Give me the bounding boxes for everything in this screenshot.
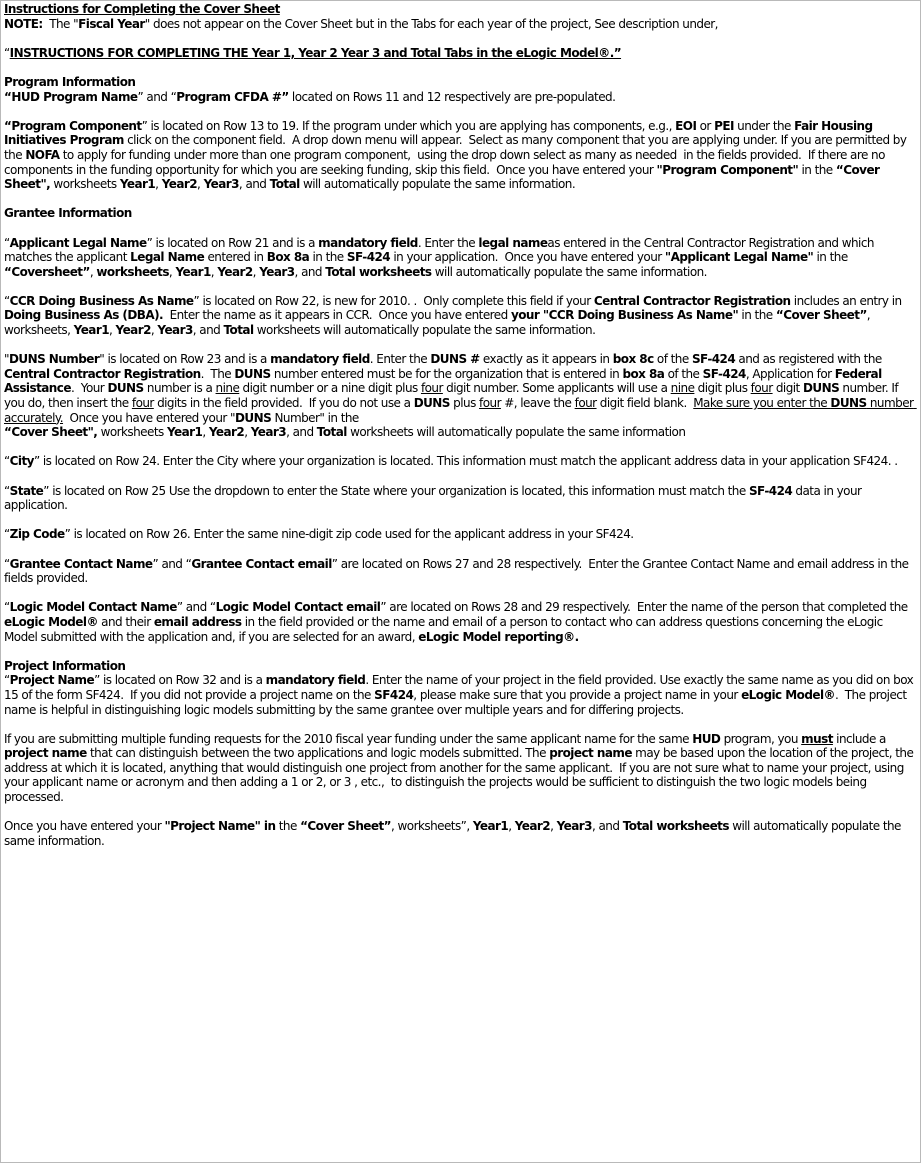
grantee-contact-text: Grantee Contact email bbox=[191, 556, 332, 571]
duns-number-text: exactly as it appears in bbox=[479, 352, 613, 367]
project-information-heading bbox=[4, 659, 917, 674]
project-information-heading-text: Project Information bbox=[4, 658, 126, 673]
project-name-populate-text: “Cover Sheet” bbox=[300, 819, 392, 834]
program-information-heading-text: Program Information bbox=[4, 74, 136, 89]
applicant-legal-name-text: Box 8a bbox=[266, 250, 310, 265]
multiple-requests-text: If you are submitting multiple funding requests for the 2010 fiscal year funding under the same applicant name for the same bbox=[4, 731, 693, 746]
project-name-populate bbox=[4, 819, 917, 848]
applicant-legal-name-text: , bbox=[168, 264, 176, 279]
applicant-legal-name-text: , bbox=[89, 264, 97, 279]
duns-number-text: four bbox=[750, 381, 773, 396]
program-component-text: to apply for funding under more than one program component, using the drop down select as many as needed in the fields provided. If there are no components in the funding opportunity for which you are seeking funding, skip this field. Once you have entered your bbox=[4, 147, 889, 177]
duns-number-text: “Cover Sheet", bbox=[4, 425, 98, 440]
applicant-legal-name-text: as entered in the Central Contractor Registration and which matches the applicant bbox=[4, 235, 878, 265]
project-name-populate-text: will automatically populate the same information. bbox=[4, 819, 905, 848]
program-component-text: Fair Housing Initiatives Program bbox=[4, 118, 877, 148]
ccr-dba-text: Total bbox=[223, 323, 254, 338]
project-name-populate-text: Year1 bbox=[472, 819, 509, 834]
duns-number-text: Total bbox=[316, 425, 347, 440]
program-name-text: “HUD Program Name bbox=[4, 89, 138, 104]
multiple-requests-text: include a bbox=[832, 731, 890, 746]
applicant-legal-name-text: legal name bbox=[478, 235, 548, 250]
multiple-requests-text: project name bbox=[549, 746, 632, 761]
multiple-requests-text: may be based upon the location of the project, the address at which it is located, anything that would distinguish one project from another for the same applicant. If you are not sure what to name your project, using your applicant name or acronym and then adding a 1 or 2, or 3 , etc., to distinguish the projects would be sufficient to distinguish the two logic models being processed. bbox=[4, 746, 917, 805]
applicant-legal-name-text: Total worksheets bbox=[325, 264, 432, 279]
applicant-legal-name-text: . Enter the bbox=[417, 235, 479, 250]
ccr-dba bbox=[4, 294, 917, 338]
program-name-text: located on Rows 11 and 12 respectively are pre-populated. bbox=[288, 89, 616, 104]
duns-number-text: number is a bbox=[143, 381, 216, 396]
project-name-populate-text: "Project Name" in bbox=[164, 819, 276, 834]
duns-number-text: digit bbox=[772, 381, 803, 396]
duns-number-text: Number" in the bbox=[274, 410, 359, 425]
duns-number-text: number entered must be for the organization that is entered in bbox=[270, 366, 623, 381]
duns-number-text: SF-424 bbox=[691, 352, 736, 367]
ccr-dba-text: Year3 bbox=[157, 323, 193, 338]
duns-number-text: . Enter the bbox=[369, 352, 431, 367]
ccr-dba-text: , bbox=[109, 323, 116, 338]
instructions-link bbox=[4, 46, 917, 61]
instructions-link-text: “ bbox=[4, 45, 10, 60]
multiple-requests-text: that can distinguish between the two applications and logic models submitted. The bbox=[86, 746, 550, 761]
logic-model-contact-text: in the field provided or the name and email of a person to contact who can address questions concerning the eLogic Model submitted with the application and, if you are selected for an award, bbox=[4, 614, 886, 644]
program-component-text: "Program Component" bbox=[656, 162, 799, 177]
ccr-dba-text: , worksheets, bbox=[4, 308, 874, 338]
applicant-legal-name-text: “ bbox=[4, 235, 10, 250]
project-name-text: . Enter the name of your project in the field provided. Use exactly the same name as you did on box 15 of the form SF424. If you did not provide a project name on the bbox=[4, 673, 917, 702]
logic-model-contact-text: and their bbox=[97, 614, 154, 629]
ccr-dba-text: Doing Business As (DBA). bbox=[4, 308, 164, 323]
city bbox=[4, 454, 917, 469]
note-text: NOTE: bbox=[4, 16, 43, 31]
duns-number-text: DUNS bbox=[107, 381, 144, 396]
duns-number-text: DUNS bbox=[802, 381, 840, 396]
duns-number-text: digits in the field provided. If you do not use a bbox=[153, 396, 414, 411]
note-text: " does not appear on the Cover Sheet but in the Tabs for each year of the project, See description under, bbox=[144, 16, 718, 31]
zip-code-text: Zip Code bbox=[9, 527, 65, 542]
duns-number bbox=[4, 352, 917, 440]
duns-number-text: . The bbox=[200, 366, 235, 381]
grantee-contact-text: ” and “ bbox=[152, 556, 192, 571]
duns-number-text: " bbox=[4, 352, 9, 367]
grantee-contact bbox=[4, 557, 917, 586]
grantee-contact-text: Grantee Contact Name bbox=[9, 556, 153, 571]
duns-number-text: Year2 bbox=[208, 425, 245, 440]
duns-number-text: worksheets will automatically populate the same information bbox=[346, 425, 686, 440]
applicant-legal-name bbox=[4, 236, 917, 280]
program-component-text: , and bbox=[238, 177, 270, 192]
applicant-legal-name-text: in the bbox=[813, 250, 851, 265]
program-component-text: Total bbox=[269, 177, 300, 192]
duns-number-text: DUNS Number bbox=[8, 352, 100, 367]
ccr-dba-text: Year1 bbox=[73, 323, 109, 338]
duns-number-text: DUNS bbox=[235, 410, 272, 425]
project-name-text: ” is located on Row 32 and is a bbox=[94, 673, 266, 688]
program-component-text: Year3 bbox=[203, 177, 239, 192]
program-name bbox=[4, 90, 917, 105]
instructions-link-text: INSTRUCTIONS FOR COMPLETING THE Year 1, Year 2 Year 3 and Total Tabs in the eLogic Model®.” bbox=[9, 45, 622, 60]
zip-code-text: ” is located on Row 26. Enter the same nine-digit zip code used for the applicant address in your SF424. bbox=[64, 527, 634, 542]
duns-number-text: box 8a bbox=[622, 366, 665, 381]
applicant-legal-name-text: Year3 bbox=[259, 264, 295, 279]
duns-number-text: four bbox=[131, 396, 154, 411]
applicant-legal-name-text: Legal Name bbox=[130, 250, 205, 265]
program-component-text: NOFA bbox=[25, 147, 60, 162]
duns-number-text: DUNS bbox=[234, 366, 271, 381]
duns-number-text: #, leave the bbox=[500, 396, 575, 411]
duns-number-text: of the bbox=[653, 352, 692, 367]
state-text: “ bbox=[4, 483, 10, 498]
duns-number-text: Federal Assistance bbox=[4, 366, 886, 396]
program-name-text: Program CFDA #” bbox=[176, 89, 289, 104]
project-name-populate-text: , worksheets”, bbox=[391, 819, 473, 834]
state-text: SF-424 bbox=[748, 483, 793, 498]
program-information-heading bbox=[4, 75, 917, 90]
ccr-dba-text: in the bbox=[738, 308, 776, 323]
state-text: data in your application. bbox=[4, 483, 865, 513]
ccr-dba-text: CCR Doing Business As Name bbox=[9, 293, 194, 308]
duns-number-text: digit number. Some applicants will use a bbox=[442, 381, 671, 396]
duns-number-text: Central Contractor Registration bbox=[4, 366, 201, 381]
program-component-text: “Cover Sheet", bbox=[4, 162, 884, 192]
grantee-contact-text: “ bbox=[4, 556, 10, 571]
logic-model-contact-text: email address bbox=[153, 614, 242, 629]
sheet-title bbox=[4, 2, 917, 17]
applicant-legal-name-text: in your application. Once you have entered your bbox=[390, 250, 665, 265]
program-component-text: or bbox=[696, 118, 715, 133]
duns-number-text: digit number or a nine digit plus bbox=[239, 381, 421, 396]
ccr-dba-text: , bbox=[150, 323, 158, 338]
note-text: The " bbox=[42, 16, 79, 31]
multiple-requests-text: must bbox=[801, 731, 833, 746]
program-component-text: under the bbox=[733, 118, 795, 133]
state-text: State bbox=[9, 483, 44, 498]
applicant-legal-name-text: SF-424 bbox=[346, 250, 391, 265]
duns-number-text: digit field blank. bbox=[596, 396, 694, 411]
duns-number-text: DUNS bbox=[413, 396, 450, 411]
project-name-text: , please make sure that you provide a project name in your bbox=[413, 687, 742, 702]
city-text: ” is located on Row 24. Enter the City where your organization is located. This information must match the applicant address data in your application SF424. . bbox=[33, 454, 898, 469]
applicant-legal-name-text: "Applicant Legal Name" bbox=[664, 250, 814, 265]
program-component-text: Year2 bbox=[161, 177, 198, 192]
program-component bbox=[4, 119, 917, 192]
applicant-legal-name-text: , and bbox=[294, 264, 326, 279]
applicant-legal-name-text: in the bbox=[309, 250, 347, 265]
project-name-populate-text: , bbox=[550, 819, 557, 834]
duns-number-text: four bbox=[479, 396, 501, 411]
duns-number-text: four bbox=[574, 396, 597, 411]
ccr-dba-text: your "CCR Doing Business As Name" bbox=[510, 308, 739, 323]
program-component-text: worksheets bbox=[50, 177, 120, 192]
duns-number-text: plus bbox=[449, 396, 480, 411]
ccr-dba-text: Central Contractor Registration bbox=[593, 293, 791, 308]
zip-code-text: “ bbox=[4, 527, 10, 542]
project-name-populate-text: Once you have entered your bbox=[4, 819, 165, 834]
note-text: Fiscal Year bbox=[78, 16, 145, 31]
applicant-legal-name-text: “Coversheet” bbox=[4, 264, 90, 279]
project-name-text: mandatory field bbox=[265, 673, 366, 688]
logic-model-contact-text: eLogic Model® bbox=[4, 614, 98, 629]
duns-number-text: number. If you do, then insert the bbox=[4, 381, 902, 411]
duns-number-text: DUNS bbox=[830, 396, 867, 411]
sheet-title-text: Instructions for Completing the Cover Sheet bbox=[4, 2, 280, 16]
duns-number-text: , bbox=[202, 425, 209, 440]
note bbox=[4, 17, 917, 32]
logic-model-contact-text: ” are located on Rows 28 and 29 respectively. Enter the name of the person that completed the bbox=[380, 600, 911, 615]
duns-number-text: . Your bbox=[70, 381, 108, 396]
grantee-contact-text: ” are located on Rows 27 and 28 respectively. Enter the Grantee Contact Name and email address in the fields provided. bbox=[4, 556, 912, 586]
duns-number-text: , and bbox=[286, 425, 317, 440]
applicant-legal-name-text: Year1 bbox=[175, 264, 211, 279]
duns-number-text: mandatory field bbox=[270, 352, 370, 367]
logic-model-contact bbox=[4, 600, 917, 644]
applicant-legal-name-text: , bbox=[252, 264, 260, 279]
duns-number-text: Make sure you enter the bbox=[693, 396, 831, 411]
project-name-text: SF424 bbox=[374, 687, 414, 702]
logic-model-contact-text: eLogic Model reporting®. bbox=[418, 629, 579, 644]
program-component-text: will automatically populate the same information. bbox=[299, 177, 576, 192]
project-name-populate-text: , and bbox=[591, 819, 623, 834]
duns-number-text: nine bbox=[670, 381, 695, 396]
program-component-text: EOI bbox=[675, 118, 697, 133]
duns-number-text: nine bbox=[215, 381, 240, 396]
grantee-information-heading bbox=[4, 206, 917, 221]
program-component-text: Year1 bbox=[119, 177, 156, 192]
logic-model-contact-text: Logic Model Contact Name bbox=[9, 600, 177, 615]
applicant-legal-name-text: Year2 bbox=[217, 264, 253, 279]
duns-number-text: , bbox=[244, 425, 251, 440]
project-name-populate-text: , bbox=[508, 819, 515, 834]
applicant-legal-name-text: ” is located on Row 21 and is a bbox=[146, 235, 319, 250]
grantee-information-heading-text: Grantee Information bbox=[4, 206, 132, 221]
program-component-text: “Program Component bbox=[4, 118, 142, 133]
duns-number-text: worksheets bbox=[97, 425, 167, 440]
program-component-text: in the bbox=[798, 162, 836, 177]
ccr-dba-text: Year2 bbox=[115, 323, 151, 338]
state bbox=[4, 484, 917, 513]
project-name-text: eLogic Model® bbox=[741, 687, 835, 702]
ccr-dba-text: includes an entry in bbox=[790, 293, 905, 308]
project-name-populate-text: Year3 bbox=[556, 819, 592, 834]
ccr-dba-text: Enter the name as it appears in CCR. Once you have entered bbox=[163, 308, 511, 323]
duns-number-text: box 8c bbox=[612, 352, 654, 367]
project-name-text: “ bbox=[4, 673, 10, 688]
multiple-requests-text: HUD bbox=[692, 731, 721, 746]
applicant-legal-name-text: entered in bbox=[204, 250, 267, 265]
duns-number-text: SF-424 bbox=[702, 366, 746, 381]
project-name-populate-text: Total worksheets bbox=[622, 819, 729, 834]
city-text: “ bbox=[4, 454, 10, 469]
program-component-text: PEI bbox=[714, 118, 734, 133]
duns-number-text: , Application for bbox=[745, 366, 835, 381]
applicant-legal-name-text: Applicant Legal Name bbox=[9, 235, 147, 250]
logic-model-contact-text: ” and “ bbox=[176, 600, 216, 615]
program-component-text: , bbox=[197, 177, 204, 192]
duns-number-text: digit plus bbox=[694, 381, 751, 396]
program-name-text: ” and “ bbox=[137, 89, 177, 104]
city-text: City bbox=[9, 454, 34, 469]
duns-number-text: four bbox=[420, 381, 443, 396]
ccr-dba-text: “ bbox=[4, 293, 10, 308]
applicant-legal-name-text: will automatically populate the same information. bbox=[431, 264, 707, 279]
project-name-populate-text: Year2 bbox=[514, 819, 551, 834]
multiple-requests-text: project name bbox=[4, 746, 87, 761]
program-component-text: , bbox=[155, 177, 162, 192]
duns-number-text: of the bbox=[664, 366, 703, 381]
logic-model-contact-text: Logic Model Contact email bbox=[215, 600, 381, 615]
state-text: ” is located on Row 25 Use the dropdown to enter the State where your organization is located, this information must match the bbox=[43, 483, 749, 498]
zip-code bbox=[4, 527, 917, 542]
ccr-dba-text: “Cover Sheet” bbox=[775, 308, 867, 323]
project-name bbox=[4, 673, 917, 717]
applicant-legal-name-text: , bbox=[210, 264, 218, 279]
ccr-dba-text: worksheets will automatically populate the same information. bbox=[253, 323, 596, 338]
duns-number-text: DUNS # bbox=[430, 352, 480, 367]
project-name-text: . The project name is helpful in distinguishing logic models submitting by the same grantee over multiple years and for differing projects. bbox=[4, 687, 910, 717]
ccr-dba-text: ” is located on Row 22, is new for 2010. . Only complete this field if your bbox=[193, 293, 594, 308]
applicant-legal-name-text: worksheets bbox=[96, 264, 169, 279]
applicant-legal-name-text: mandatory field bbox=[318, 235, 418, 250]
ccr-dba-text: , and bbox=[192, 323, 224, 338]
duns-number-text: Once you have entered your " bbox=[63, 410, 236, 425]
duns-number-text: " is located on Row 23 and is a bbox=[99, 352, 271, 367]
duns-number-text: and as registered with the bbox=[735, 352, 885, 367]
multiple-requests bbox=[4, 732, 917, 805]
logic-model-contact-text: “ bbox=[4, 600, 10, 615]
program-component-text: ” is located on Row 13 to 19. If the program under which you are applying has components, e.g., bbox=[141, 118, 676, 133]
duns-number-text: number accurately. bbox=[4, 396, 917, 425]
duns-number-text: Year3 bbox=[250, 425, 287, 440]
program-component-text: click on the component field. A drop down menu will appear. Select as many component that you are applying under. If you are permitted by the bbox=[4, 133, 910, 162]
project-name-text: Project Name bbox=[9, 673, 95, 688]
project-name-populate-text: the bbox=[275, 819, 301, 834]
duns-number-text: Year1 bbox=[166, 425, 203, 440]
multiple-requests-text: program, you bbox=[720, 731, 802, 746]
